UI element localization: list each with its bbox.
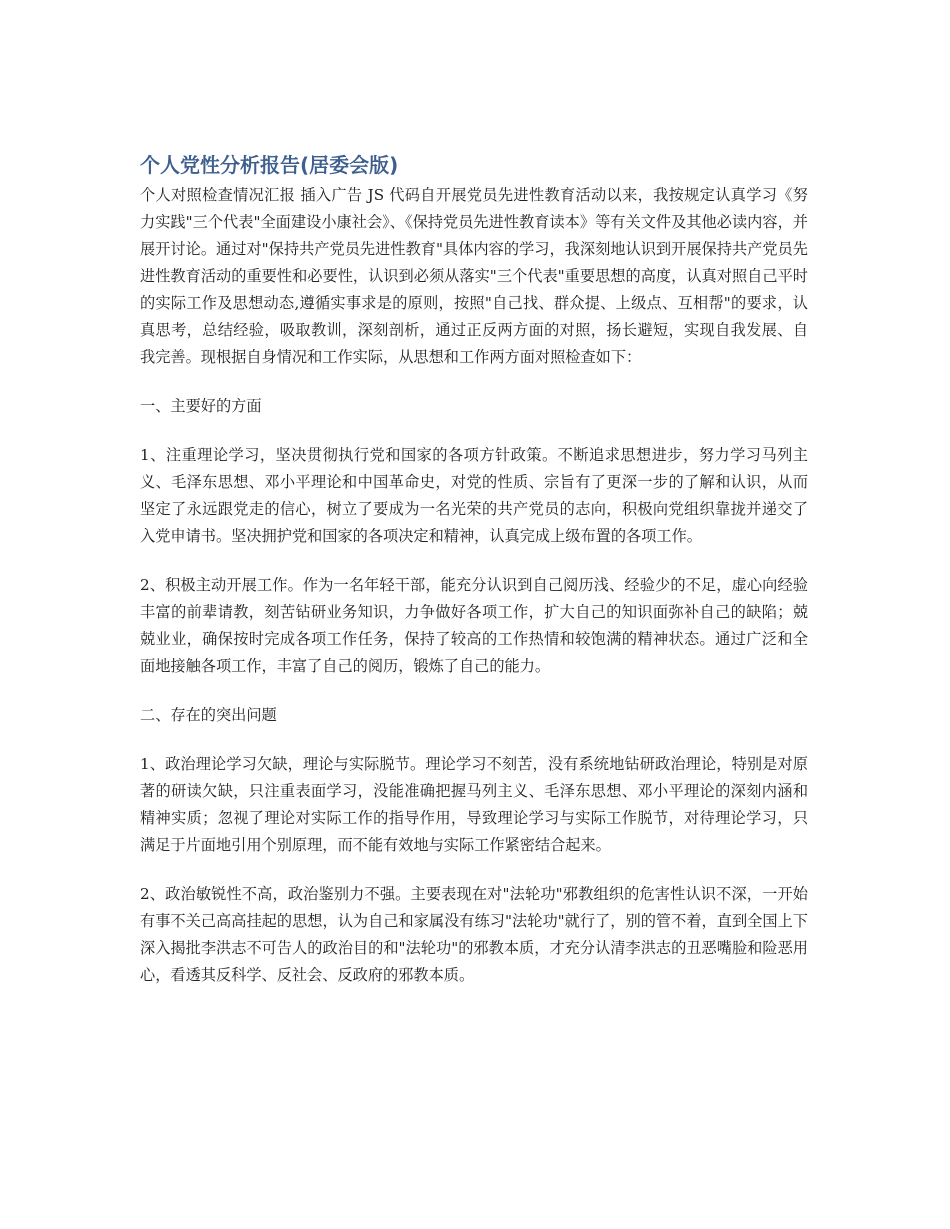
strengths-paragraph-1: 1、注重理论学习，坚决贯彻执行党和国家的各项方针政策。不断追求思想进步，努力学习马列主义、毛泽东思想、邓小平理论和中国革命史，对党的性质、宗旨有了更深一步的了解和认识，从而坚定了永远跟党走的信心，树立了要成为一名光荣的共产党员的志向，积极向党组织靠拢并递交了入党申请书。坚决拥护党和国家的各项决定和精神，认真完成上级布置的各项工作。 <box>140 446 808 545</box>
document-page <box>140 148 808 1011</box>
strengths-paragraph-2: 2、积极主动开展工作。作为一名年轻干部，能充分认识到自己阅历浅、经验少的不足，虚心向经验丰富的前辈请教，刻苦钻研业务知识，力争做好各项工作，扩大自己的知识面弥补自己的缺陷；兢兢业业，确保按时完成各项工作任务，保持了较高的工作热情和较饱满的精神状态。通过广泛和全面地接触各项工作，丰富了自己的阅历，锻炼了自己的能力。 <box>140 576 808 675</box>
section-heading-strengths: 一、主要好的方面 <box>140 397 262 415</box>
document-title: 个人党性分析报告(居委会版) <box>140 153 399 177</box>
problems-paragraph-2: 2、政治敏锐性不高，政治鉴别力不强。主要表现在对"法轮功"邪教组织的危害性认识不深，一开始有事不关己高高挂起的思想，认为自己和家属没有练习"法轮功"就行了，别的管不着，直到全国上下深入揭批李洪志不可告人的政治目的和"法轮功"的邪教本质，才充分认清李洪志的丑恶嘴脸和险恶用心，看透其反科学、反社会、反政府的邪教本质。 <box>140 885 808 984</box>
problems-paragraph-1: 1、政治理论学习欠缺，理论与实际脱节。理论学习不刻苦，没有系统地钻研政治理论，特别是对原著的研读欠缺，只注重表面学习，没能准确把握马列主义、毛泽东思想、邓小平理论的深刻内涵和精神实质；忽视了理论对实际工作的指导作用，导致理论学习与实际工作脱节，对待理论学习，只满足于片面地引用个别原理，而不能有效地与实际工作紧密结合起来。 <box>140 755 808 854</box>
section-heading-problems: 二、存在的突出问题 <box>140 706 277 724</box>
intro-paragraph: 个人对照检查情况汇报 插入广告 JS 代码自开展党员先进性教育活动以来，我按规定认真学习《努力实践"三个代表"全面建设小康社会》、《保持党员先进性教育读本》等有关文件及其他必读内容，并展开讨论。通过对"保持共产党员先进性教育"具体内容的学习，我深刻地认识到开展保持共产党员先进性教育活动的重要性和必要性，认识到必须从落实"三个代表"重要思想的高度，认真对照自己平时的实际工作及思想动态,遵循实事求是的原则，按照"自己找、群众提、上级点、互相帮"的要求，认真思考，总结经验，吸取教训，深刻剖析，通过正反两方面的对照，扬长避短，实现自我发展、自我完善。现根据自身情况和工作实际，从思想和工作两方面对照检查如下： <box>140 186 808 366</box>
